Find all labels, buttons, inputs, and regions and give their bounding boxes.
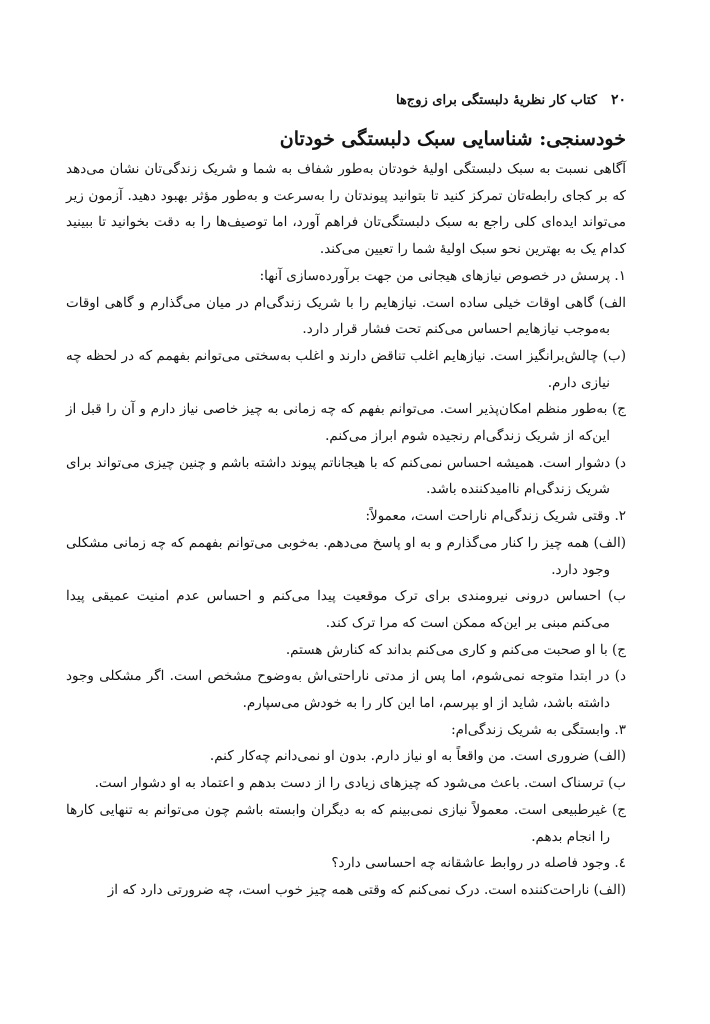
running-title: کتاب کار نظریهٔ دلبستگی برای زوج‌ها xyxy=(395,93,597,108)
section-title: خودسنجی: شناسایی سبک دلبستگی خودتان xyxy=(279,128,626,150)
question-2-option-a: (الف) همه چیز را کنار می‌گذارم و به او پاسخ می‌دهم. به‌خوبی می‌توانم بفهمم که چه زمانی مشکلی وجود دارد. xyxy=(66,534,626,578)
question-2-option-b: ب) احساس درونی نیرومندی برای ترک موقعیت پیدا می‌کنم و احساس عدم امنیت عمیقی پیدا می‌کنم مبنی بر این‌که ممکن است که مرا ترک کند. xyxy=(66,588,626,631)
question-1-option-d: د) دشوار است. همیشه احساس نمی‌کنم که با هیجاناتم پیوند داشته باشم و چنین چیزی می‌تواند برای شریک زندگی‌ام ناامیدکننده باشد. xyxy=(66,454,626,498)
question-1-option-b: (ب) چالش‌برانگیز است. نیازهایم اغلب تناقض دارند و اغلب به‌سختی می‌توانم بفهمم که در لحظه چه نیازی دارم. xyxy=(66,347,626,391)
question-4: ٤. وجود فاصله در روابط عاشقانه چه احساسی دارد؟ xyxy=(331,855,626,872)
page-number: ۲۰ xyxy=(610,92,626,108)
question-2-option-d: د) در ابتدا متوجه نمی‌شوم، اما پس از مدتی ناراحتی‌اش به‌وضوح مشخص است. اگر مشکلی وجود داشته باشد، شاید از او بپرسم، اما این کار را به خودش می‌سپارم. xyxy=(66,668,626,712)
question-1-option-a: الف) گاهی اوقات خیلی ساده است. نیازهایم را با شریک زندگی‌ام در میان می‌گذارم و گاهی اوقات به‌موجب نیازهایم احساس می‌کنم تحت فشار قرار دارد. xyxy=(66,294,626,338)
page-body xyxy=(66,156,626,904)
running-header xyxy=(166,92,626,108)
question-2-option-c: ج) با او صحبت می‌کنم و کاری می‌کنم بداند که کنارش هستم. xyxy=(285,641,626,658)
question-3-option-a: (الف) ضروری است. من واقعاً به او نیاز دارم. بدون او نمی‌دانم چه‌کار کنم. xyxy=(209,748,626,765)
question-3: ۳. وابستگی به شریک زندگی‌ام: xyxy=(451,721,626,738)
question-2: ۲. وقتی شریک زندگی‌ام ناراحت است، معمولاً: xyxy=(365,508,626,525)
intro-paragraph: آگاهی نسبت به سبک دلبستگی اولیهٔ خودتان به‌طور شفاف به شما و شریک زندگی‌تان نشان می‌دهد که بر کجای رابطه‌تان تمرکز کنید تا بتوانید پیوندتان را به‌سرعت و به‌طور مؤثر بهبود دهید. آزمون زیر می‌تواند ایده‌ای کلی راجع به سبک دلبستگی‌تان فراهم آورد، اما توصیف‌ها را به دقت بخوانید تا ببینید کدام یک به بهترین نحو سبک اولیهٔ شما را تعیین می‌کند. xyxy=(66,161,626,258)
question-1: ۱. پرسش در خصوص نیازهای هیجانی من جهت برآورده‌سازی آنها: xyxy=(259,267,626,284)
question-1-option-c: ج) به‌طور منظم امکان‌پذیر است. می‌توانم بفهم که چه زمانی به چیز خاصی نیاز دارم و آن را قبل از این‌که از شریک زندگی‌ام رنجیده شوم ابراز می‌کنم. xyxy=(66,401,626,445)
question-3-option-b: ب) ترسناک است. باعث می‌شود که چیزهای زیادی را از دست بدهم و اعتماد به او دشوار است. xyxy=(94,775,626,792)
question-3-option-c: ج) غیرطبیعی است. معمولاً نیازی نمی‌بینم که به دیگران وابسته باشم چون می‌توانم به تنهایی کارها را انجام بدهم. xyxy=(66,801,626,845)
question-4-option-a: (الف) ناراحت‌کننده است. درک نمی‌کنم که وقتی همه چیز خوب است، چه ضرورتی دارد که از xyxy=(107,881,626,898)
